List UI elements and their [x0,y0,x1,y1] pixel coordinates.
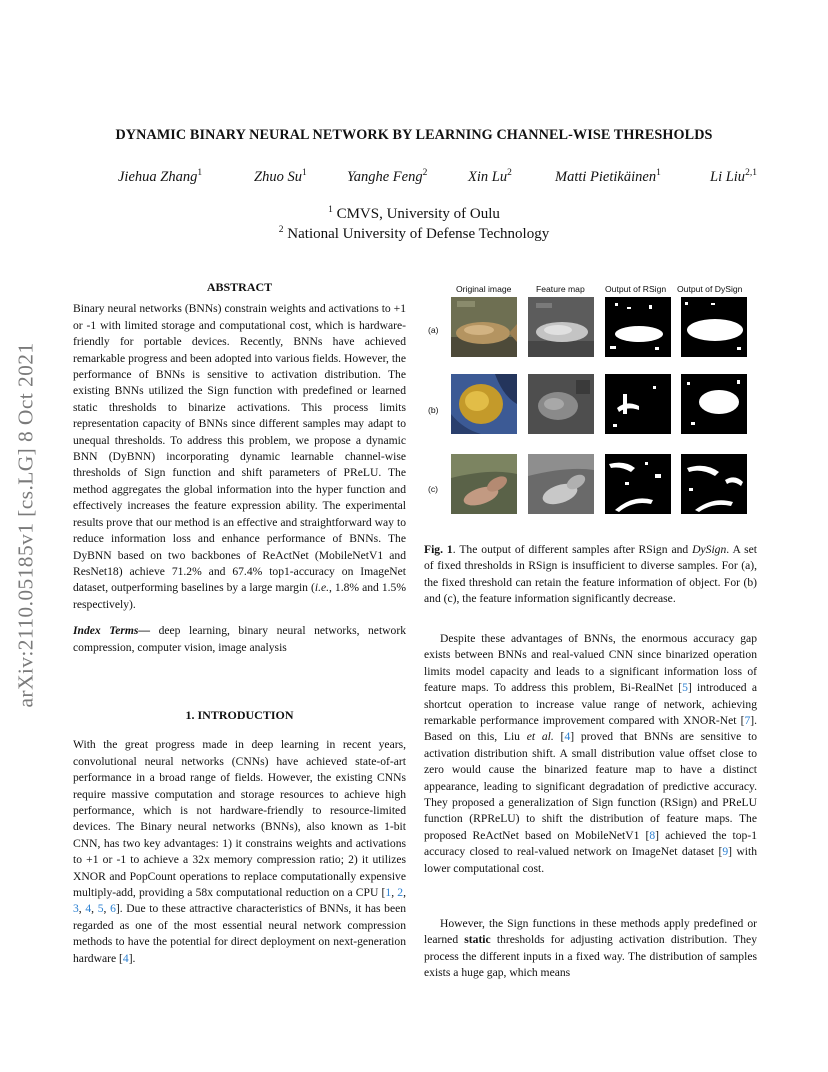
citation-link[interactable]: 7 [744,714,751,728]
caption-label: Fig. 1 [424,543,453,556]
citation-link[interactable]: 4 [122,951,129,965]
author: Matti Pietikäinen$^1$ [555,168,661,185]
arxiv-sidebar [4,305,48,745]
introduction-section [73,707,406,967]
citation-link[interactable]: 8 [649,828,656,842]
citation-link[interactable]: 4 [85,902,92,916]
abstract-heading: ABSTRACT [206,280,273,294]
feature-map [528,297,594,357]
feature-map [528,374,594,434]
index-terms: Index Terms— deep learning, binary neural networks, network compression, computer vision, image analysis [73,624,407,654]
author-list [60,168,768,190]
body-paragraph: However, the Sign functions in these methods apply predefined or learned static thresholds for adjusting activation distribution. They process the different inputs in a fixed way. The distribution of samples exists a huge gap, which means [424,917,758,980]
citation-link[interactable]: 4 [564,730,571,744]
figure-column-header: Feature map [536,284,585,294]
dysign-output [681,374,747,434]
affiliation: $^1$ CMVS, University of Oulu [328,205,500,222]
author: Xin Lu$^2$ [468,168,512,185]
original-image-fish [451,454,517,514]
figure-row-label: (c) [428,484,439,494]
arxiv-identifier: arXiv:2110.05185v1 [cs.LG] 8 Oct 2021 [13,342,38,708]
intro-heading: 1. INTRODUCTION [185,708,294,722]
citation-link[interactable]: 5 [682,681,688,695]
rsign-output [605,374,671,434]
rsign-output [605,454,671,514]
abstract-text: Binary neural networks (BNNs) constrain weights and activations to +1 or -1 with limited storage and computational cost, which is hardware-friendly for portable devices. Recently, BNNs have achieved remarkable progress and been adopted into various fields. However, the performance of BNNs is sensitive to activation distribution. The existing BNNs utilized the Sign function with predefined or learned static thresholds to binarize activations. This process limits representation capacity of BNNs since different samples may adapt to unequal thresholds. To address this problem, we propose a dynamic BNN (DyBNN) incorporating dynamic learnable channel-wise thresholds of Sign function and shift parameters of PReLU. The method aggregates the global information into the hyper function and effectively increases the feature expression ability. The experimental results prove that our method is an effective and straightforward way to reduce information loss and enhance performance of BNNs. The DyBNN based on two backbones of ReActNet (MobileNetV1 and ResNet18) achieve 71.2% and 67.4% top1-accuracy on ImageNet dataset, outperforming baselines by a large margin (i.e., 1.8% and 1.5% respectively). [73,302,406,611]
figure-caption: Fig. 1. The output of different samples after RSign and DySign. A set of fixed thresholds in RSign is insufficient to diverse samples. For (a), the fixed threshold can retain the feature information of object. For (b) and (c), the feature information significantly decrease. [424,543,757,606]
citation-link[interactable]: 2 [397,886,404,900]
feature-map [528,454,594,514]
intro-paragraph: With the great progress made in deep learning in recent years, convolutional neural networks (CNNs) have achieved state-of-art performance in a broad range of fields. However, the existing CNNs require massive computation and storage resources to achieve high performance, which is not hardware-friendly to resource-limited devices. The Binary neural networks (BNNs), also known as 1-bit CNN, has two key advantages: 1) it constrains weights and activations to +1 or -1 to achieve a 32x memory compression ratio; 2) it utilizes XNOR and PopCount operations to replace computationally expensive multiply-add, providing a 58x computational reduction on a CPU [1, 2, 3, 4, 5, 6]. Due to these attractive characteristics of BNNs, it has been regarded as one of the most essential neural network compression methods to have the potential for direct deployment on next-generation hardware [4]. [73,738,407,965]
author: Li Liu$^{2,1}$ [710,168,757,185]
dysign-output [681,454,747,514]
original-image-fish [451,297,517,357]
author: Zhuo Su$^1$ [254,168,307,185]
citation-link[interactable]: 9 [722,845,729,859]
rsign-output [605,297,671,357]
author: Yanghe Feng$^2$ [347,168,428,185]
figure-row-label: (a) [428,325,439,335]
citation-link[interactable]: 1 [385,886,392,900]
figure-row-label: (b) [428,405,439,415]
citation-link[interactable]: 3 [73,902,79,916]
citation-link[interactable]: 5 [97,902,104,916]
figure-1 [424,284,757,524]
figure-column-header: Original image [456,284,512,294]
figure-column-header: Output of DySign [677,284,743,294]
citation-link[interactable]: 6 [110,902,116,916]
abstract-section [73,279,406,656]
author: Jiehua Zhang$^1$ [118,168,203,185]
original-image-fish [451,374,517,434]
affiliation: $^2$ National University of Defense Technology [278,225,550,242]
body-paragraph: Despite these advantages of BNNs, the enormous accuracy gap exists between BNNs and real-valued CNN since binarized operation limits model capacity and leads to a significant information loss of feature maps. To address this problem, Bi-RealNet [5] introduced a shortcut operation to increase value range of network, achieving remarkable performance improvement compared with XNOR-Net [7]. Based on this, Liu et al. [4] proved that BNNs are sensitive to activation distribution shift. A small distribution value offset close to zero would cause the binarized feature map to have a distinct appearance, leading to significant degradation of predictive accuracy. They proposed a generalization of Sign function (RSign) and PReLU function (RPReLU) to shift the distribution of feature maps. The proposed ReActNet based on MobileNetV1 [8] achieved the top-1 accuracy closed to real-valued network on ImageNet dataset [9] with lower computational cost. [424,632,757,875]
paper-title: DYNAMIC BINARY NEURAL NETWORK BY LEARNING CHANNEL-WISE THRESHOLDS [115,127,713,143]
dysign-output [681,297,747,357]
figure-column-header: Output of RSign [605,284,667,294]
